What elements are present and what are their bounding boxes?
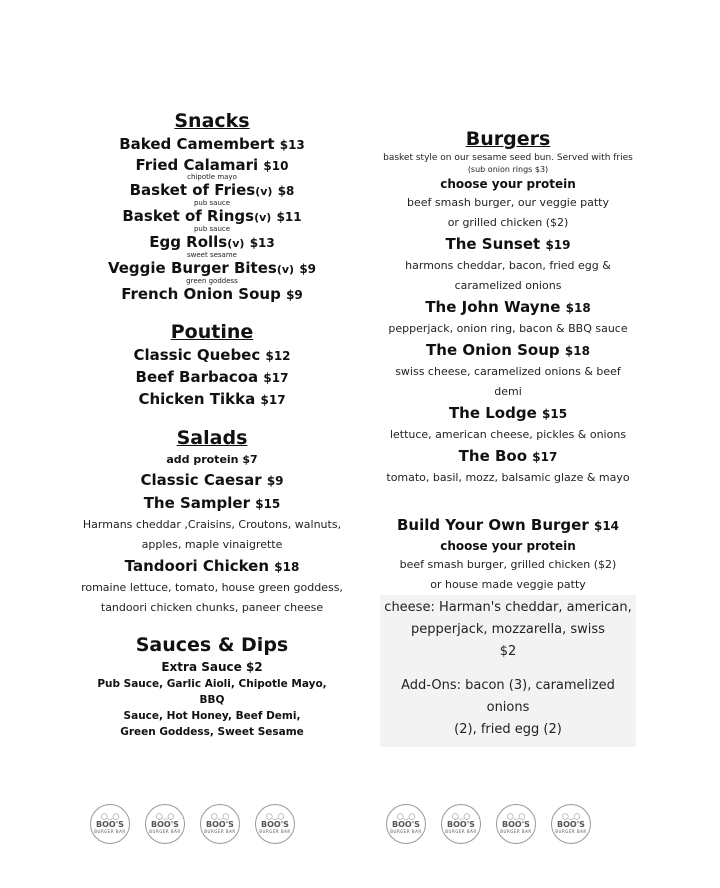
item-description: lettuce, american cheese, pickles & onions [389,428,627,441]
poutine-title: Poutine [170,321,254,343]
glasses-icon: ◯‿◯ [561,813,581,820]
burgers-list [380,233,636,488]
menu-item: Basket of Fries(v) $8 [129,181,295,199]
right-column [380,126,636,747]
byo-title: Build Your Own Burger $14 [396,516,620,534]
glasses-icon: ◯‿◯ [155,813,175,820]
brand-logo: ◯‿◯ BOO'S BURGER BAR [145,804,185,844]
cheese-option: cheese: Harman's cheddar, american, [384,600,632,615]
cheese-price: $2 [499,644,517,659]
byo-options-box [380,595,636,747]
item-note: green goddess [186,277,238,285]
sauces-list: Pub Sauce, Garlic Aioli, Chipotle Mayo, BBQ Sauce, Hot Honey, Beef Demi, Green Goddess, Sweet Sesame [97,678,327,738]
burgers-intro: basket style on our sesame seed bun. Served with fries [383,153,633,163]
item-description: tandoori chicken chunks, paneer cheese [100,601,324,614]
menu-item: The John Wayne $18 [425,298,591,316]
brand-logo: ◯‿◯ BOO'S BURGER BAR [255,804,295,844]
salads-title: Salads [176,427,248,449]
item-note: pub sauce [193,199,231,207]
glasses-icon: ◯‿◯ [396,813,416,820]
item-description: caramelized onions [454,279,562,292]
menu-item: Classic Quebec $12 [133,346,291,364]
snacks-title: Snacks [174,110,250,132]
protein-option: or grilled chicken ($2) [447,216,569,229]
brand-logo: ◯‿◯ BOO'S BURGER BAR [386,804,426,844]
item-description: romaine lettuce, tomato, house green goddess, [81,581,343,594]
menu-item: Veggie Burger Bites(v) $9 [107,259,317,277]
menu-item: The Lodge $15 [448,404,568,422]
brand-logo: ◯‿◯ BOO'S BURGER BAR [441,804,481,844]
menu-item: Basket of Rings(v) $11 [122,207,302,225]
menu-item: French Onion Soup $9 [121,285,303,303]
logo-row-right [386,804,591,844]
menu-item: Egg Rolls(v) $13 [149,233,275,251]
cheese-option: pepperjack, mozzarella, swiss [411,622,605,637]
protein-heading: choose your protein [440,177,576,191]
burgers-title: Burgers [465,128,551,150]
extra-sauce-price: Extra Sauce $2 [161,660,263,674]
menu-item: Tandoori Chicken $18 [124,557,300,575]
menu-item: Chicken Tikka $17 [138,390,286,408]
brand-logo: ◯‿◯ BOO'S BURGER BAR [551,804,591,844]
add-protein-note: add protein $7 [166,453,258,466]
left-column [80,108,344,740]
salads-list [80,469,344,618]
menu-item: The Boo $17 [458,447,558,465]
brand-logo: ◯‿◯ BOO'S BURGER BAR [90,804,130,844]
item-description: Harmans cheddar ,Craisins, Croutons, walnuts, [82,518,342,531]
addons-option: Add-Ons: bacon (3), caramelized onions [401,678,615,715]
menu-item: The Onion Soup $18 [426,341,590,359]
menu-item: Fried Calamari $10 [135,156,289,174]
glasses-icon: ◯‿◯ [265,813,285,820]
protein-option: or house made veggie patty [430,578,586,591]
sub-onion-rings-note: (sub onion rings $3) [467,165,549,174]
item-note: pub sauce [193,225,231,233]
addons-option: (2), fried egg (2) [454,722,562,737]
snacks-list [80,134,344,305]
byo-protein-heading: choose your protein [440,539,576,553]
brand-logo: ◯‿◯ BOO'S BURGER BAR [496,804,536,844]
protein-option: beef smash burger, grilled chicken ($2) [399,558,617,571]
item-description: pepperjack, onion ring, bacon & BBQ sauce [388,322,628,335]
item-description: harmons cheddar, bacon, fried egg & [405,259,611,272]
glasses-icon: ◯‿◯ [451,813,471,820]
item-description: swiss cheese, caramelized onions & beef demi [395,365,621,398]
menu-item: Baked Camembert $13 [119,135,305,153]
item-description: tomato, basil, mozz, balsamic glaze & mayo [386,471,630,484]
menu-item: The Sampler $15 [143,494,281,512]
glasses-icon: ◯‿◯ [100,813,120,820]
menu-item: The Sunset $19 [445,235,571,253]
sauces-title: Sauces & Dips [135,634,289,656]
menu-item: Classic Caesar $9 [140,471,284,489]
logo-row-left [90,804,295,844]
poutine-list [80,345,344,411]
glasses-icon: ◯‿◯ [210,813,230,820]
protein-option: beef smash burger, our veggie patty [407,196,609,209]
brand-logo: ◯‿◯ BOO'S BURGER BAR [200,804,240,844]
item-note: chipotle mayo [187,173,237,181]
item-description: apples, maple vinaigrette [141,538,283,551]
menu-item: Beef Barbacoa $17 [135,368,289,386]
item-note: sweet sesame [187,251,237,259]
glasses-icon: ◯‿◯ [506,813,526,820]
